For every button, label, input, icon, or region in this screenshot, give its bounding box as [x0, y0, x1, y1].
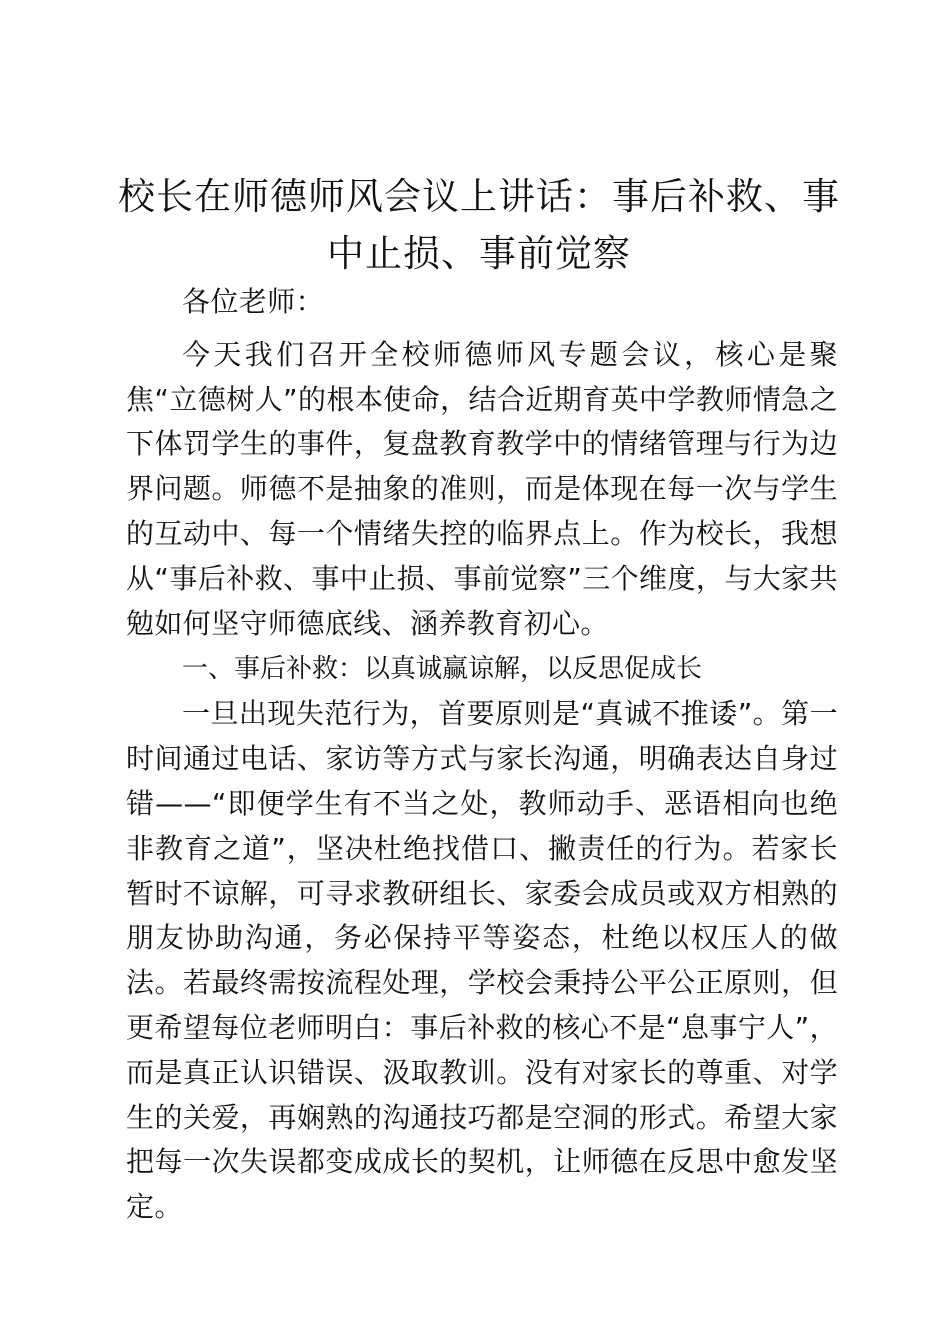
intro-paragraph: 今天我们召开全校师德师风专题会议，核心是聚焦“立德树人”的根本使命，结合近期育英中学教师情急之下体罚学生的事件，复盘教育教学中的情绪管理与行为边界问题。师德不是抽象的准则，而是体现在每一次与学生的互动中、每一个情绪失控的临界点上。作为校长，我想从“事后补救、事中止损、事前觉察”三个维度，与大家共勉如何坚守师德底线、涵养教育初心。: [126, 337, 838, 640]
document-title: 校长在师德师风会议上讲话：事后补救、事中止损、事前觉察: [118, 175, 840, 275]
document-body: [126, 280, 838, 1230]
section-heading-1: 一、事后补救：以真诚赢谅解，以反思促成长: [182, 654, 703, 685]
section-body-1: 一旦出现失范行为，首要原则是“真诚不推诿”。第一时间通过电话、家访等方式与家长沟通，明确表达自身过错——“即便学生有不当之处，教师动手、恶语相向也绝非教育之道”，坚决杜绝找借口、撇责任的行为。若家长暂时不谅解，可寻求教研组长、家委会成员或双方相熟的朋友协助沟通，务必保持平等姿态，杜绝以权压人的做法。若最终需按流程处理，学校会秉持公平公正原则，但更希望每位老师明白：事后补救的核心不是“息事宁人”，而是真正认识错误、汲取教训。没有对家长的尊重、对学生的关爱，再娴熟的沟通技巧都是空洞的形式。希望大家把每一次失误都变成成长的契机，让师德在反思中愈发坚定。: [126, 697, 838, 1224]
salutation: 各位老师：: [182, 285, 325, 318]
